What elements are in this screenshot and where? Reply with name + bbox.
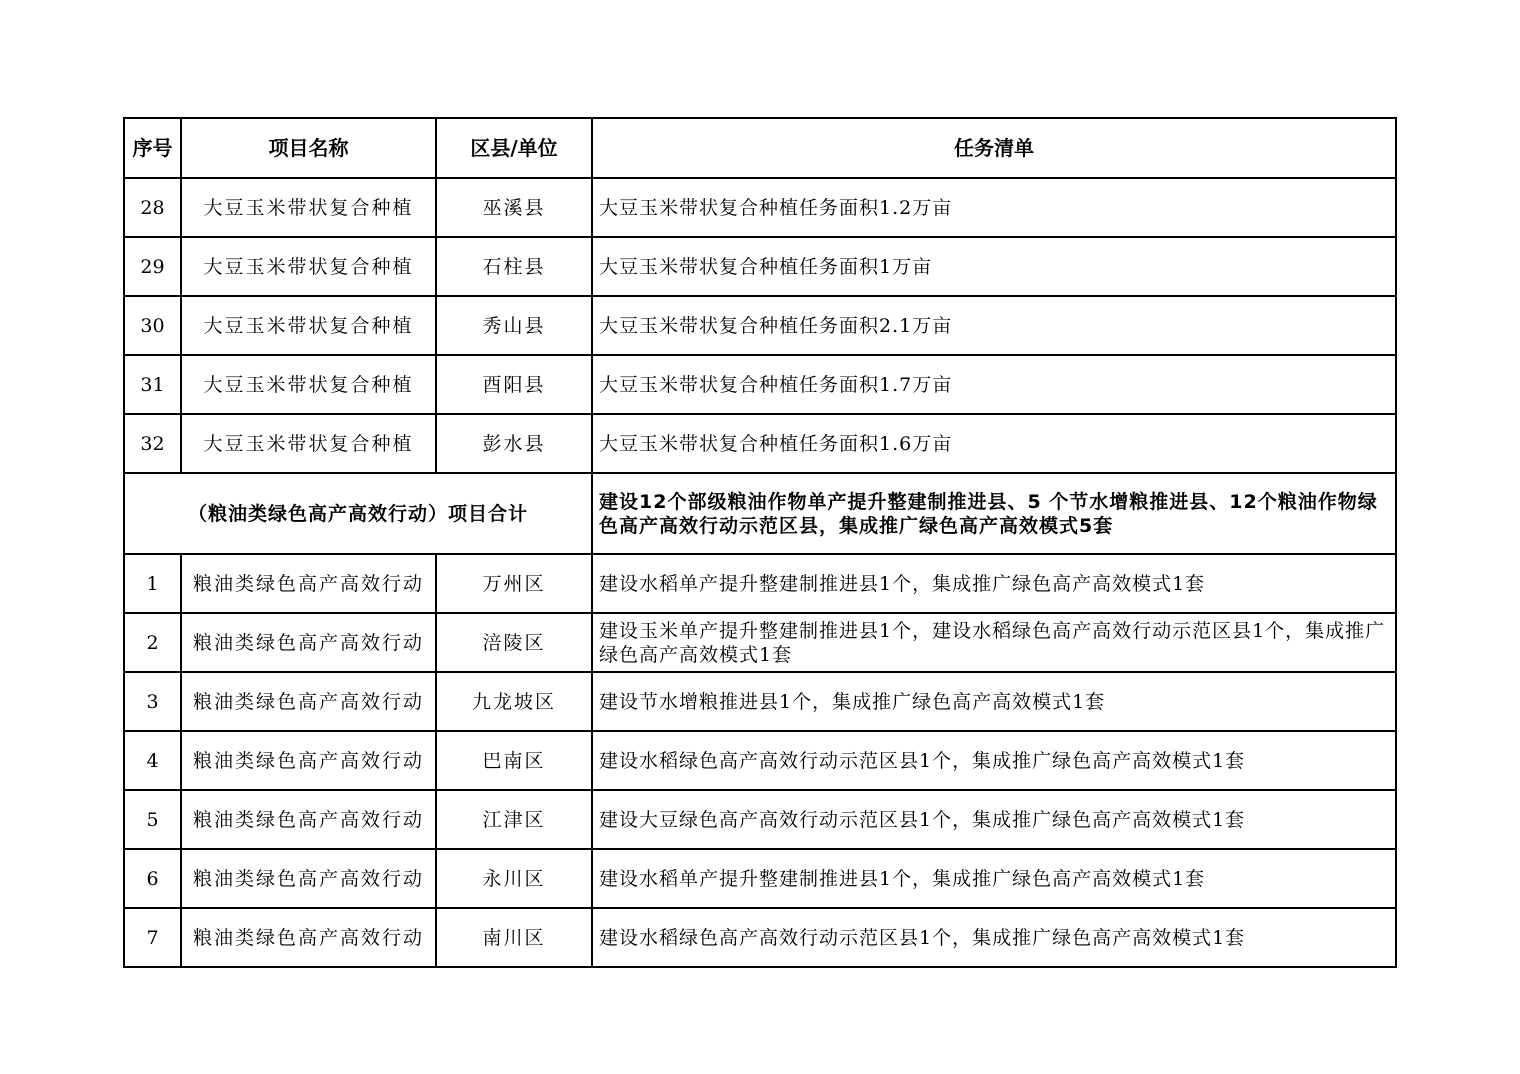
cell-serial-number: 28 — [124, 178, 181, 237]
table-row — [124, 355, 1396, 414]
table-row — [124, 414, 1396, 473]
cell-project-name: 大豆玉米带状复合种植 — [181, 178, 436, 237]
cell-serial-number: 30 — [124, 296, 181, 355]
cell-serial-number: 3 — [124, 672, 181, 731]
cell-serial-number: 1 — [124, 554, 181, 613]
cell-project-name: 粮油类绿色高产高效行动 — [181, 849, 436, 908]
cell-task: 建设玉米单产提升整建制推进县1个，建设水稻绿色高产高效行动示范区县1个，集成推广绿色高产高效模式1套 — [592, 613, 1396, 672]
table-row — [124, 908, 1396, 967]
cell-task: 建设水稻单产提升整建制推进县1个，集成推广绿色高产高效模式1套 — [592, 554, 1396, 613]
cell-project-name: 粮油类绿色高产高效行动 — [181, 790, 436, 849]
cell-district-unit: 万州区 — [436, 554, 592, 613]
cell-district-unit: 巴南区 — [436, 731, 592, 790]
cell-district-unit: 酉阳县 — [436, 355, 592, 414]
cell-serial-number: 2 — [124, 613, 181, 672]
cell-project-name: 粮油类绿色高产高效行动 — [181, 672, 436, 731]
header-serial-number: 序号 — [124, 118, 181, 178]
cell-serial-number: 32 — [124, 414, 181, 473]
cell-task: 大豆玉米带状复合种植任务面积2.1万亩 — [592, 296, 1396, 355]
cell-district-unit: 石柱县 — [436, 237, 592, 296]
cell-district-unit: 江津区 — [436, 790, 592, 849]
table-row — [124, 790, 1396, 849]
cell-task: 建设水稻绿色高产高效行动示范区县1个，集成推广绿色高产高效模式1套 — [592, 908, 1396, 967]
table-header-row — [124, 118, 1396, 178]
table-row — [124, 237, 1396, 296]
table-row — [124, 554, 1396, 613]
cell-serial-number: 29 — [124, 237, 181, 296]
cell-serial-number: 4 — [124, 731, 181, 790]
subtotal-row — [124, 473, 1396, 554]
subtotal-label: （粮油类绿色高产高效行动）项目合计 — [124, 473, 592, 554]
cell-task: 建设节水增粮推进县1个，集成推广绿色高产高效模式1套 — [592, 672, 1396, 731]
cell-serial-number: 31 — [124, 355, 181, 414]
subtotal-task: 建设12个部级粮油作物单产提升整建制推进县、5 个节水增粮推进县、12个粮油作物绿色高产高效行动示范区县，集成推广绿色高产高效模式5套 — [592, 473, 1396, 554]
table-row — [124, 178, 1396, 237]
cell-task: 建设水稻单产提升整建制推进县1个，集成推广绿色高产高效模式1套 — [592, 849, 1396, 908]
cell-project-name: 大豆玉米带状复合种植 — [181, 237, 436, 296]
table-row — [124, 731, 1396, 790]
cell-task: 建设水稻绿色高产高效行动示范区县1个，集成推广绿色高产高效模式1套 — [592, 731, 1396, 790]
table-row — [124, 613, 1396, 672]
table-row — [124, 296, 1396, 355]
cell-district-unit: 南川区 — [436, 908, 592, 967]
cell-project-name: 粮油类绿色高产高效行动 — [181, 554, 436, 613]
table-row — [124, 849, 1396, 908]
task-list-table — [123, 117, 1397, 968]
cell-task: 大豆玉米带状复合种植任务面积1.2万亩 — [592, 178, 1396, 237]
cell-district-unit: 巫溪县 — [436, 178, 592, 237]
cell-district-unit: 永川区 — [436, 849, 592, 908]
cell-serial-number: 6 — [124, 849, 181, 908]
cell-district-unit: 秀山县 — [436, 296, 592, 355]
cell-task: 大豆玉米带状复合种植任务面积1万亩 — [592, 237, 1396, 296]
cell-project-name: 大豆玉米带状复合种植 — [181, 414, 436, 473]
cell-serial-number: 7 — [124, 908, 181, 967]
cell-district-unit: 彭水县 — [436, 414, 592, 473]
cell-project-name: 大豆玉米带状复合种植 — [181, 355, 436, 414]
task-list-document — [123, 117, 1395, 968]
table-row — [124, 672, 1396, 731]
header-task-list: 任务清单 — [592, 118, 1396, 178]
cell-task: 大豆玉米带状复合种植任务面积1.6万亩 — [592, 414, 1396, 473]
cell-project-name: 大豆玉米带状复合种植 — [181, 296, 436, 355]
cell-project-name: 粮油类绿色高产高效行动 — [181, 613, 436, 672]
cell-task: 大豆玉米带状复合种植任务面积1.7万亩 — [592, 355, 1396, 414]
header-project-name: 项目名称 — [181, 118, 436, 178]
cell-district-unit: 九龙坡区 — [436, 672, 592, 731]
cell-district-unit: 涪陵区 — [436, 613, 592, 672]
cell-task: 建设大豆绿色高产高效行动示范区县1个，集成推广绿色高产高效模式1套 — [592, 790, 1396, 849]
header-district-unit: 区县/单位 — [436, 118, 592, 178]
cell-project-name: 粮油类绿色高产高效行动 — [181, 908, 436, 967]
cell-serial-number: 5 — [124, 790, 181, 849]
cell-project-name: 粮油类绿色高产高效行动 — [181, 731, 436, 790]
